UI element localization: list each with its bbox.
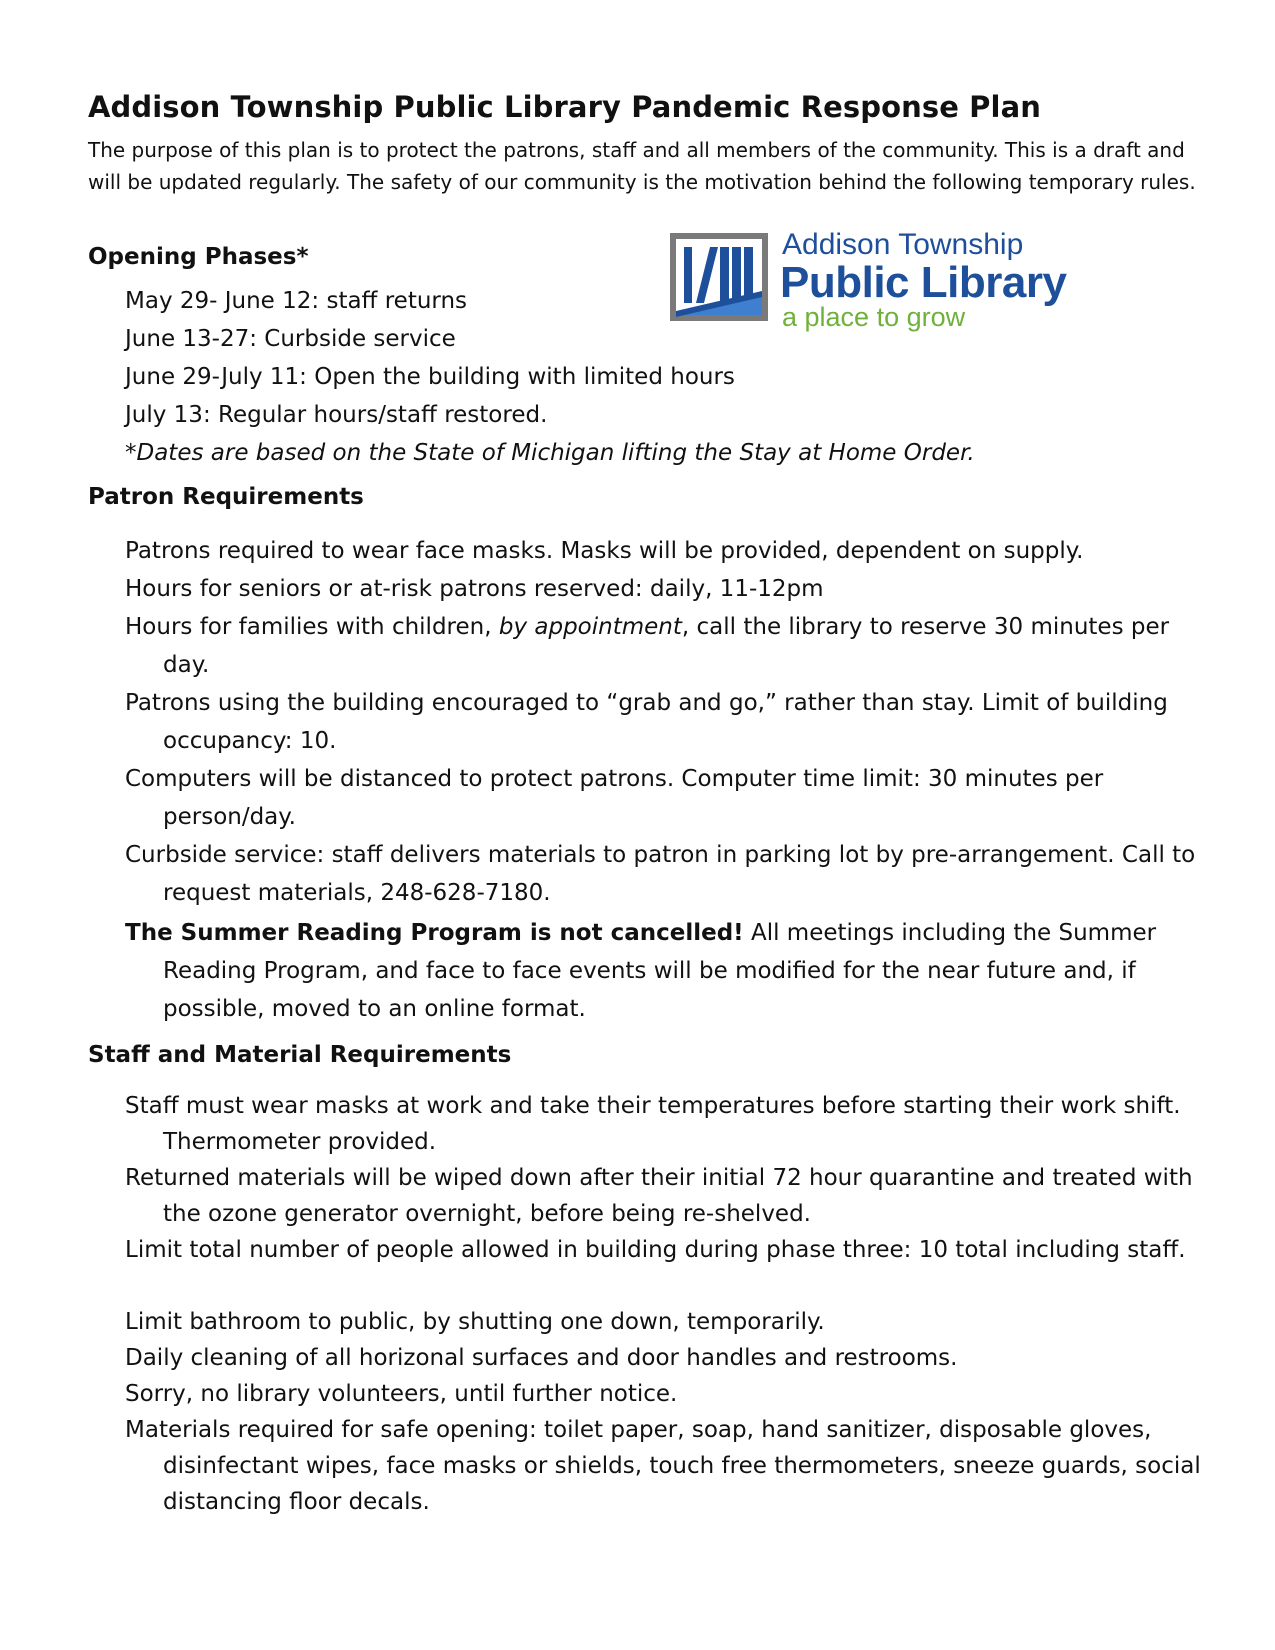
intro-paragraph: The purpose of this plan is to protect the patrons, staff and all members of the community. This is a draft and will be updated regularly. The safety of our community is the motivation behind the following temporary rules. <box>88 138 1196 194</box>
section-heading-patron-requirements: Patron Requirements <box>88 484 364 510</box>
phase-item-1: May 29- June 12: staff returns <box>125 288 468 314</box>
patron-item-computers: Computers will be distanced to protect patrons. Computer time limit: 30 minutes per person/day. <box>125 766 1104 830</box>
phase-item-3: June 29-July 11: Open the building with limited hours <box>125 364 735 390</box>
patron-item-family-hours <box>125 608 1213 684</box>
library-books-icon <box>670 233 768 321</box>
section-heading-staff-requirements: Staff and Material Requirements <box>88 1042 512 1068</box>
patron-item-senior-hours: Hours for seniors or at-risk patrons reserved: daily, 11-12pm <box>125 576 824 602</box>
phase-item-4: July 13: Regular hours/staff restored. <box>125 402 548 428</box>
staff-item-bathroom: Limit bathroom to public, by shutting one down, temporarily. <box>125 1309 825 1335</box>
page-title: Addison Township Public Library Pandemic Response Plan <box>88 90 1041 124</box>
phase-item-2: June 13-27: Curbside service <box>125 326 456 352</box>
patron-item-masks: Patrons required to wear face masks. Masks will be provided, dependent on supply. <box>125 538 1084 564</box>
library-logo <box>670 228 1110 332</box>
summer-reading-callout: The Summer Reading Program is not cancelled! <box>125 920 744 946</box>
family-hours-text-start: Hours for families with children, <box>125 614 499 640</box>
staff-item-occupancy-limit: Limit total number of people allowed in building during phase three: 10 total including staff. <box>125 1237 1186 1263</box>
staff-item-materials: Materials required for safe opening: toilet paper, soap, hand sanitizer, disposable gloves, disinfectant wipes, face masks or shields, touch free thermometers, sneeze guards, social distancing floor decals. <box>125 1417 1201 1515</box>
staff-item-returned-materials: Returned materials will be wiped down after their initial 72 hour quarantine and treated with the ozone generator overnight, before being re-shelved. <box>125 1165 1193 1227</box>
logo-line-1: Addison Township <box>782 228 1024 261</box>
staff-item-volunteers: Sorry, no library volunteers, until further notice. <box>125 1381 678 1407</box>
family-hours-emphasis: by appointment <box>498 614 682 640</box>
logo-tagline: a place to grow <box>782 302 966 332</box>
phase-footnote: *Dates are based on the State of Michigan lifting the Stay at Home Order. <box>125 440 975 466</box>
patron-item-summer-reading <box>125 914 1213 1028</box>
patron-item-curbside: Curbside service: staff delivers materials to patron in parking lot by pre-arrangement. Call to request materials, 248-628-7180. <box>125 842 1196 906</box>
summer-reading-text: All meetings including the Summer Reading Program, and face to face events will be modified for the near future and, if possible, moved to an online format. <box>163 920 1157 1022</box>
patron-item-grab-and-go: Patrons using the building encouraged to “grab and go,” rather than stay. Limit of building occupancy: 10. <box>125 690 1168 754</box>
family-hours-text-end: , call the library to reserve 30 minutes per day. <box>163 614 1170 678</box>
section-heading-opening-phases: Opening Phases* <box>88 244 309 270</box>
staff-item-cleaning: Daily cleaning of all horizonal surfaces and door handles and restrooms. <box>125 1345 958 1371</box>
logo-line-2: Public Library <box>780 258 1067 307</box>
staff-item-masks-temperature: Staff must wear masks at work and take their temperatures before starting their work shift. Thermometer provided. <box>125 1093 1181 1155</box>
